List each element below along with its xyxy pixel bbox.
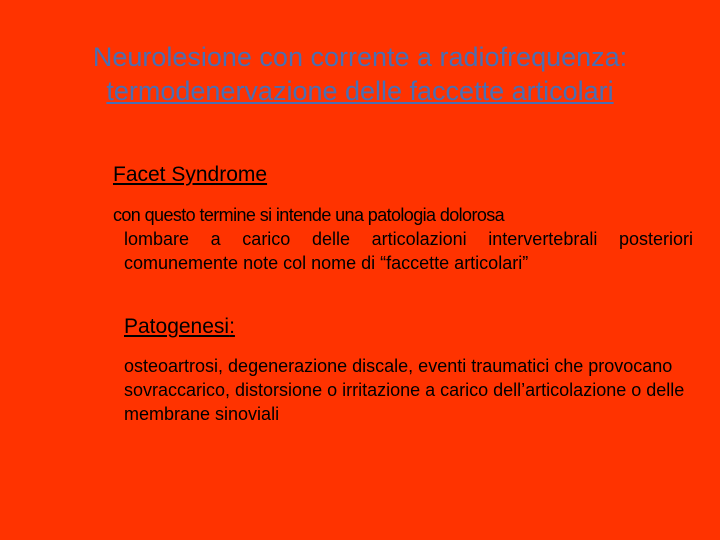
paragraph-1-rest: lombare a carico delle articolazioni intervertebrali posteriori comunemente note col nome di “faccette articolari” <box>124 229 693 273</box>
patogenesi-heading: Patogenesi <box>124 315 230 338</box>
patogenesi-colon: : <box>229 315 235 338</box>
facet-syndrome-paragraph <box>113 203 693 275</box>
paragraph-1-first-line: con questo termine si intende una patologia dolorosa <box>113 205 505 225</box>
slide-title <box>20 40 700 108</box>
patogenesi-heading-wrap <box>124 314 235 340</box>
facet-syndrome-heading: Facet Syndrome <box>113 163 268 186</box>
title-line-1: Neurolesione con corrente a radiofrequenza: <box>92 42 628 72</box>
title-line-2: termodenervazione delle faccette articolari <box>106 76 614 106</box>
patogenesi-paragraph: osteoartrosi, degenerazione discale, eventi traumatici che provocano sovraccarico, distorsione o irritazione a carico dell’articolazione o delle membrane sinoviali <box>124 356 685 424</box>
